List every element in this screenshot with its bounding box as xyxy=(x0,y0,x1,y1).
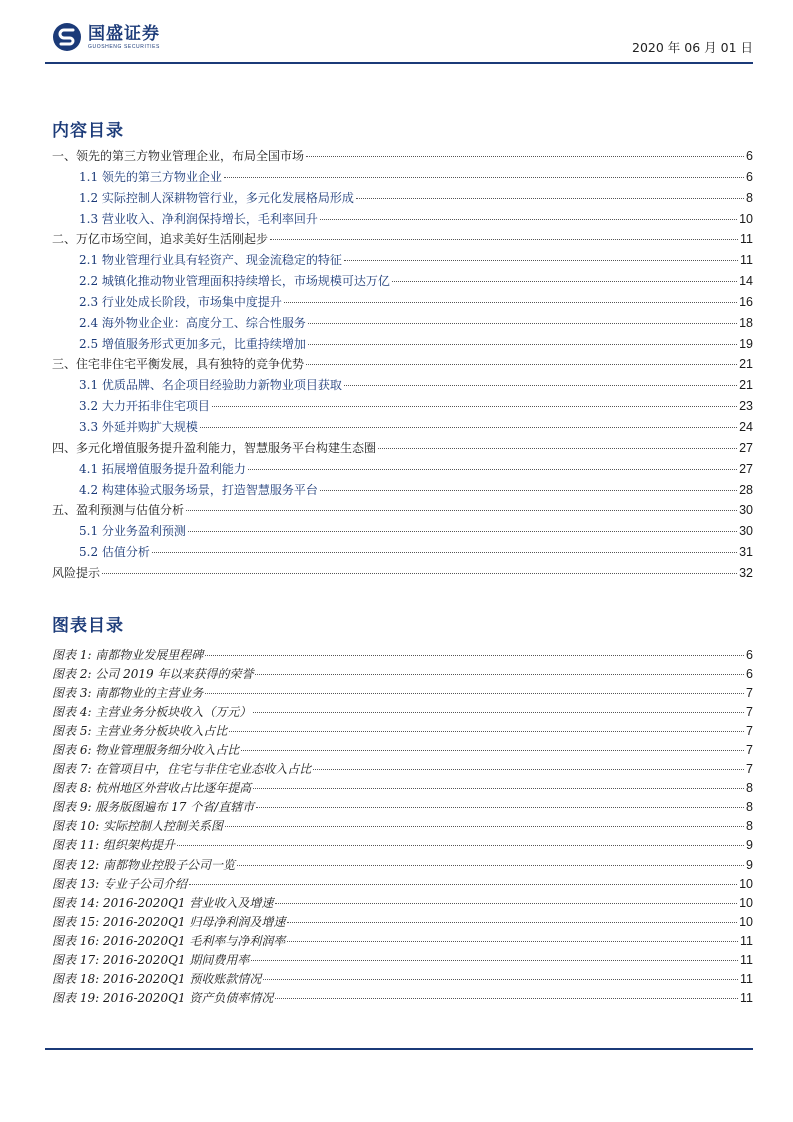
dot-leader xyxy=(313,769,744,770)
toc-entry-page: 30 xyxy=(739,524,753,539)
toc-entry[interactable] xyxy=(52,210,753,231)
figure-entry-text: 图表 7: 在管项目中，住宅与非住宅业态收入占比 xyxy=(52,762,312,777)
toc-entry-text: 三、住宅非住宅平衡发展，具有独特的竞争优势 xyxy=(52,357,305,372)
toc-entry-page: 8 xyxy=(746,190,753,205)
toc-entry-text: 3.3 外延并购扩大规模 xyxy=(79,419,198,434)
contents-title: 内容目录 xyxy=(52,121,124,141)
toc-entry-page: 27 xyxy=(739,440,753,455)
brand-logo xyxy=(52,22,160,52)
toc-entry-text: 二、万亿市场空间，追求美好生活刚起步 xyxy=(52,232,269,247)
toc-entry[interactable] xyxy=(52,355,753,376)
dot-leader xyxy=(270,239,738,240)
toc-entry-page: 18 xyxy=(739,315,753,330)
toc-entry-text: 4.2 构建体验式服务场景，打造智慧服务平台 xyxy=(79,482,318,497)
dot-leader xyxy=(308,323,737,324)
figure-entry-page: 7 xyxy=(746,743,753,758)
toc-entry-text: 2.3 行业处成长阶段，市场集中度提升 xyxy=(79,294,282,309)
figure-entry-text: 图表 19: 2016-2020Q1 资产负债率情况 xyxy=(52,990,274,1005)
figure-entry-page: 7 xyxy=(746,762,753,777)
figure-entry[interactable] xyxy=(52,703,753,722)
figure-entry-page: 7 xyxy=(746,686,753,701)
figure-entry-page: 10 xyxy=(739,895,753,910)
toc-entry-text: 四、多元化增值服务提升盈利能力，智慧服务平台构建生态圈 xyxy=(52,440,377,455)
figure-entry-text: 图表 3: 南都物业的主营业务 xyxy=(52,686,204,701)
toc-entry-page: 6 xyxy=(746,169,753,184)
toc-entry-page: 23 xyxy=(739,399,753,414)
figure-entry-page: 11 xyxy=(740,990,753,1005)
toc-entry-text: 风险提示 xyxy=(52,565,101,580)
toc-entry-page: 11 xyxy=(740,232,753,247)
toc-entry[interactable] xyxy=(52,230,753,251)
dot-leader xyxy=(308,344,737,345)
figure-entry-text: 图表 6: 物业管理服务细分收入占比 xyxy=(52,743,240,758)
figure-entry[interactable] xyxy=(52,989,753,1008)
dot-leader xyxy=(344,260,738,261)
dot-leader xyxy=(200,427,737,428)
figure-entry[interactable] xyxy=(52,894,753,913)
dot-leader xyxy=(248,469,737,470)
toc-entry[interactable] xyxy=(52,522,753,543)
toc-entry-page: 10 xyxy=(739,211,753,226)
figure-entry-text: 图表 2: 公司 2019 年以来获得的荣誉 xyxy=(52,667,254,682)
report-date: 2020 年 06 月 01 日 xyxy=(632,40,753,55)
toc-entry-text: 4.1 拓展增值服务提升盈利能力 xyxy=(79,461,246,476)
toc-entry[interactable] xyxy=(52,293,753,314)
figure-entry[interactable] xyxy=(52,741,753,760)
logo-english-name: GUOSHENG SECURITIES xyxy=(88,44,160,50)
toc-entry-text: 2.2 城镇化推动物业管理面积持续增长，市场规模可达万亿 xyxy=(79,274,390,289)
toc-entry-text: 2.4 海外物业企业：高度分工、综合性服务 xyxy=(79,315,306,330)
figure-entry-page: 8 xyxy=(746,781,753,796)
dot-leader xyxy=(378,448,737,449)
dot-leader xyxy=(287,922,737,923)
toc-entry-text: 3.2 大力开拓非住宅项目 xyxy=(79,399,210,414)
figure-entry[interactable] xyxy=(52,836,753,855)
dot-leader xyxy=(356,198,744,199)
dot-leader xyxy=(253,712,744,713)
dot-leader xyxy=(251,960,738,961)
dot-leader xyxy=(177,845,744,846)
figure-entry-page: 6 xyxy=(746,667,753,682)
dot-leader xyxy=(229,731,744,732)
toc-entry-page: 19 xyxy=(739,336,753,351)
toc-entry[interactable] xyxy=(52,251,753,272)
figure-entry-page: 9 xyxy=(746,838,753,853)
figure-entry-text: 图表 17: 2016-2020Q1 期间费用率 xyxy=(52,952,250,967)
figure-entry-page: 7 xyxy=(746,705,753,720)
figure-entry-text: 图表 14: 2016-2020Q1 营业收入及增速 xyxy=(52,895,274,910)
figure-entry[interactable] xyxy=(52,932,753,951)
dot-leader xyxy=(205,693,744,694)
toc-entry[interactable] xyxy=(52,439,753,460)
toc-entry[interactable] xyxy=(52,314,753,335)
toc-entry-text: 5.1 分业务盈利预测 xyxy=(79,524,186,539)
figure-entry-text: 图表 4: 主营业务分板块收入（万元） xyxy=(52,705,252,720)
figure-entry[interactable] xyxy=(52,779,753,798)
figure-entry-page: 8 xyxy=(746,819,753,834)
toc-entry-page: 24 xyxy=(739,419,753,434)
toc-entry-page: 27 xyxy=(739,461,753,476)
dot-leader xyxy=(253,788,744,789)
toc-entry[interactable] xyxy=(52,272,753,293)
figure-entry-page: 11 xyxy=(740,933,753,948)
toc-entry[interactable] xyxy=(52,564,753,585)
dot-leader xyxy=(255,674,744,675)
dot-leader xyxy=(306,156,744,157)
toc-entry[interactable] xyxy=(52,397,753,418)
dot-leader xyxy=(186,510,737,511)
dot-leader xyxy=(287,941,738,942)
figure-entry-page: 10 xyxy=(739,914,753,929)
dot-leader xyxy=(188,531,737,532)
dot-leader xyxy=(392,281,737,282)
figure-entry-text: 图表 10: 实际控制人控制关系图 xyxy=(52,819,223,834)
figure-entry[interactable] xyxy=(52,646,753,665)
figure-entry-text: 图表 11: 组织架构提升 xyxy=(52,838,175,853)
figure-entry[interactable] xyxy=(52,760,753,779)
toc-entry[interactable] xyxy=(52,147,753,168)
toc-entry-page: 11 xyxy=(740,253,753,268)
page-header xyxy=(52,22,753,60)
toc-entry[interactable] xyxy=(52,418,753,439)
toc-entry-page: 6 xyxy=(746,149,753,163)
figure-entry[interactable] xyxy=(52,970,753,989)
toc-entry-page: 30 xyxy=(739,503,753,518)
dot-leader xyxy=(237,865,744,866)
figure-entry-text: 图表 15: 2016-2020Q1 归母净利润及增速 xyxy=(52,914,286,929)
list-of-figures xyxy=(52,646,753,1008)
dot-leader xyxy=(102,573,737,574)
dot-leader xyxy=(275,998,738,999)
toc-entry[interactable] xyxy=(52,168,753,189)
toc-entry-page: 32 xyxy=(739,565,753,580)
footer-rule xyxy=(45,1048,753,1050)
dot-leader xyxy=(320,490,737,491)
figure-entry[interactable] xyxy=(52,798,753,817)
figure-entry[interactable] xyxy=(52,722,753,741)
dot-leader xyxy=(205,655,744,656)
guosheng-logo-icon xyxy=(52,22,82,52)
figure-entry-page: 6 xyxy=(746,648,753,662)
dot-leader xyxy=(263,979,738,980)
dot-leader xyxy=(256,807,744,808)
toc-entry[interactable] xyxy=(52,460,753,481)
figure-entry[interactable] xyxy=(52,856,753,875)
toc-entry-page: 16 xyxy=(739,294,753,309)
toc-entry[interactable] xyxy=(52,543,753,564)
figure-entry-text: 图表 5: 主营业务分板块收入占比 xyxy=(52,724,228,739)
figure-entry-page: 9 xyxy=(746,857,753,872)
toc-entry-page: 21 xyxy=(739,357,753,372)
toc-entry[interactable] xyxy=(52,376,753,397)
figure-entry[interactable] xyxy=(52,684,753,703)
figure-entry-page: 11 xyxy=(740,971,753,986)
figure-entry[interactable] xyxy=(52,817,753,836)
figure-entry-page: 10 xyxy=(739,876,753,891)
toc-entry-text: 1.3 营业收入、净利润保持增长，毛利率回升 xyxy=(79,211,318,226)
logo-chinese-name: 国盛证券 xyxy=(88,24,160,44)
dot-leader xyxy=(344,385,737,386)
figure-entry[interactable] xyxy=(52,875,753,894)
toc-entry-page: 28 xyxy=(739,482,753,497)
toc-entry-text: 2.5 增值服务形式更加多元，比重持续增加 xyxy=(79,336,306,351)
figure-entry-page: 8 xyxy=(746,800,753,815)
toc-entry[interactable] xyxy=(52,481,753,502)
figure-entry-text: 图表 8: 杭州地区外营收占比逐年提高 xyxy=(52,781,252,796)
dot-leader xyxy=(212,406,737,407)
figures-title: 图表目录 xyxy=(52,616,124,636)
toc-entry-text: 1.2 实际控制人深耕物管行业，多元化发展格局形成 xyxy=(79,190,354,205)
toc-entry-page: 14 xyxy=(739,274,753,289)
toc-entry-text: 5.2 估值分析 xyxy=(79,545,150,560)
toc-entry-text: 1.1 领先的第三方物业企业 xyxy=(79,169,222,184)
figure-entry-text: 图表 12: 南都物业控股子公司一览 xyxy=(52,857,235,872)
toc-entry-text: 2.1 物业管理行业具有轻资产、现金流稳定的特征 xyxy=(79,253,342,268)
dot-leader xyxy=(189,884,737,885)
toc-entry-page: 31 xyxy=(739,545,753,560)
figure-entry-text: 图表 9: 服务版图遍布 17 个省/直辖市 xyxy=(52,800,255,815)
figure-entry-text: 图表 1: 南都物业发展里程碑 xyxy=(52,648,204,662)
figure-entry[interactable] xyxy=(52,951,753,970)
toc-entry[interactable] xyxy=(52,189,753,210)
dot-leader xyxy=(275,903,737,904)
dot-leader xyxy=(306,364,737,365)
dot-leader xyxy=(320,219,737,220)
dot-leader xyxy=(224,177,744,178)
figure-entry[interactable] xyxy=(52,913,753,932)
dot-leader xyxy=(152,552,737,553)
toc-entry-page: 21 xyxy=(739,378,753,393)
toc-entry-text: 3.1 优质品牌、名企项目经验助力新物业项目获取 xyxy=(79,378,342,393)
table-of-contents xyxy=(52,147,753,585)
figure-entry-page: 11 xyxy=(740,952,753,967)
figure-entry[interactable] xyxy=(52,665,753,684)
figure-entry-text: 图表 13: 专业子公司介绍 xyxy=(52,876,187,891)
figure-entry-text: 图表 16: 2016-2020Q1 毛利率与净利润率 xyxy=(52,933,286,948)
figure-entry-text: 图表 18: 2016-2020Q1 预收账款情况 xyxy=(52,971,262,986)
toc-entry-text: 五、盈利预测与估值分析 xyxy=(52,503,185,518)
toc-entry[interactable] xyxy=(52,501,753,522)
toc-entry-text: 一、领先的第三方物业管理企业，布局全国市场 xyxy=(52,149,305,163)
dot-leader xyxy=(241,750,744,751)
header-rule xyxy=(45,62,753,64)
toc-entry[interactable] xyxy=(52,335,753,356)
figure-entry-page: 7 xyxy=(746,724,753,739)
dot-leader xyxy=(225,826,744,827)
dot-leader xyxy=(284,302,737,303)
